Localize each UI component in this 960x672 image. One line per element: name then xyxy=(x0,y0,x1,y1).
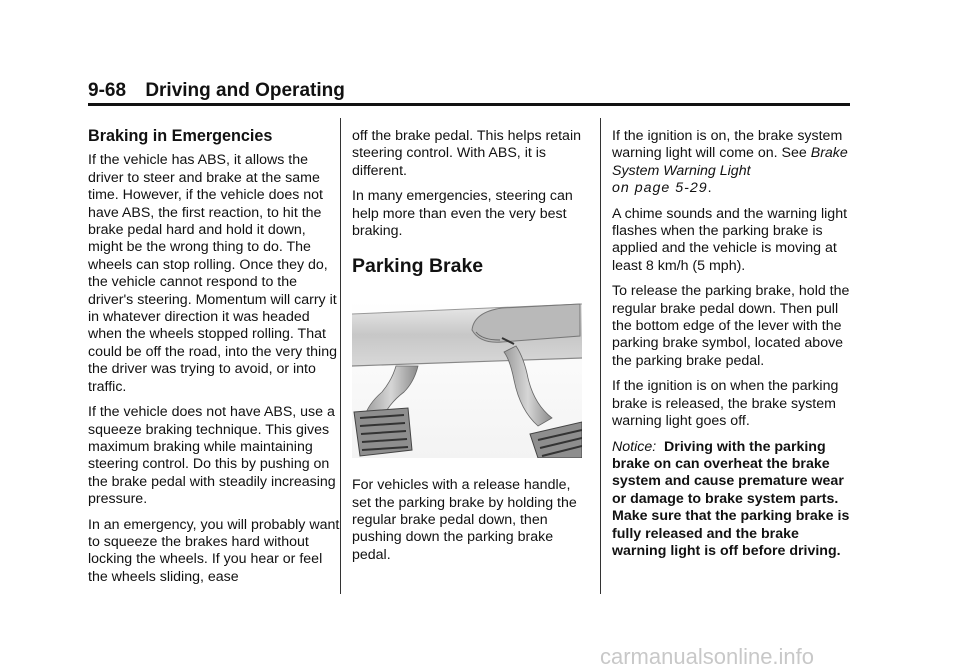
paragraph: A chime sounds and the warning light flashes when the parking brake is applied and the vehicle is moving at least 8 km/h (5 mph). xyxy=(612,205,848,274)
notice-label: Notice: xyxy=(612,438,657,455)
brake-pedal-pad xyxy=(354,408,412,456)
column-divider xyxy=(340,118,341,594)
watermark: carmanualsonline.info xyxy=(600,644,815,669)
column-divider xyxy=(600,118,601,594)
paragraph: If the vehicle does not have ABS, use a squeeze braking technique. This gives maximum braking while maintaining steering control. Do this by pushing on the brake pedal with steadily increasing pressure. xyxy=(88,404,336,508)
page-number: 9-68 xyxy=(88,80,127,101)
subheading-braking-in-emergencies: Braking in Emergencies xyxy=(88,127,273,145)
header-rule xyxy=(88,103,850,106)
column-1 xyxy=(88,128,340,594)
paragraph: If the ignition is on when the parking brake is released, the brake system warning light goes off. xyxy=(612,378,839,430)
notice-text: Driving with the parking brake on can overheat the brake system and cause premature wear or damage to brake system parts. Make sure that the parking brake is fully released and the brake warning light is off before driving. xyxy=(612,438,850,559)
column-3 xyxy=(612,128,856,568)
section-heading-parking-brake: Parking Brake xyxy=(352,255,484,278)
parking-brake-illustration xyxy=(352,300,588,463)
paragraph: off the brake pedal. This helps retain steering control. With ABS, it is different. xyxy=(352,128,581,179)
paragraph: For vehicles with a release handle, set the parking brake by holding the regular brake pedal down, then pushing down the parking brake pedal. xyxy=(352,477,577,563)
paragraph: In many emergencies, steering can help more than even the very best braking. xyxy=(352,188,573,240)
cross-reference-link[interactable]: Brake System Warning Light xyxy=(612,145,848,179)
paragraph: If the ignition is on, the brake system warning light will come on. See Brake System Warning Light on page 5-29. xyxy=(612,128,848,197)
section-title: Driving and Operating xyxy=(145,80,345,101)
paragraph: If the vehicle has ABS, it allows the driver to steer and brake at the same time. However, if the vehicle does not have ABS, the first reaction, to hit the brake pedal hard and hold it down, might be the wrong thing to do. The wheels can stop rolling. Once they do, the vehicle cannot respond to the driver's steering. Momentum will carry it in whatever direction it was headed when the wheels stopped rolling. That could be off the road, into the very thing the driver was trying to avoid, or into traffic. xyxy=(88,152,337,395)
paragraph: In an emergency, you will probably want to squeeze the brakes hard without locking the wheels. If you hear or feel the wheels sliding, ease xyxy=(88,516,340,585)
paragraph: To release the parking brake, hold the regular brake pedal down. Then pull the bottom edge of the lever with the parking brake symbol, located above the parking brake pedal. xyxy=(612,283,850,369)
page-header xyxy=(88,80,345,102)
column-2 xyxy=(352,128,588,572)
page-reference: on page 5-29 xyxy=(612,180,708,197)
pedal-diagram xyxy=(352,300,582,458)
notice xyxy=(612,439,856,561)
